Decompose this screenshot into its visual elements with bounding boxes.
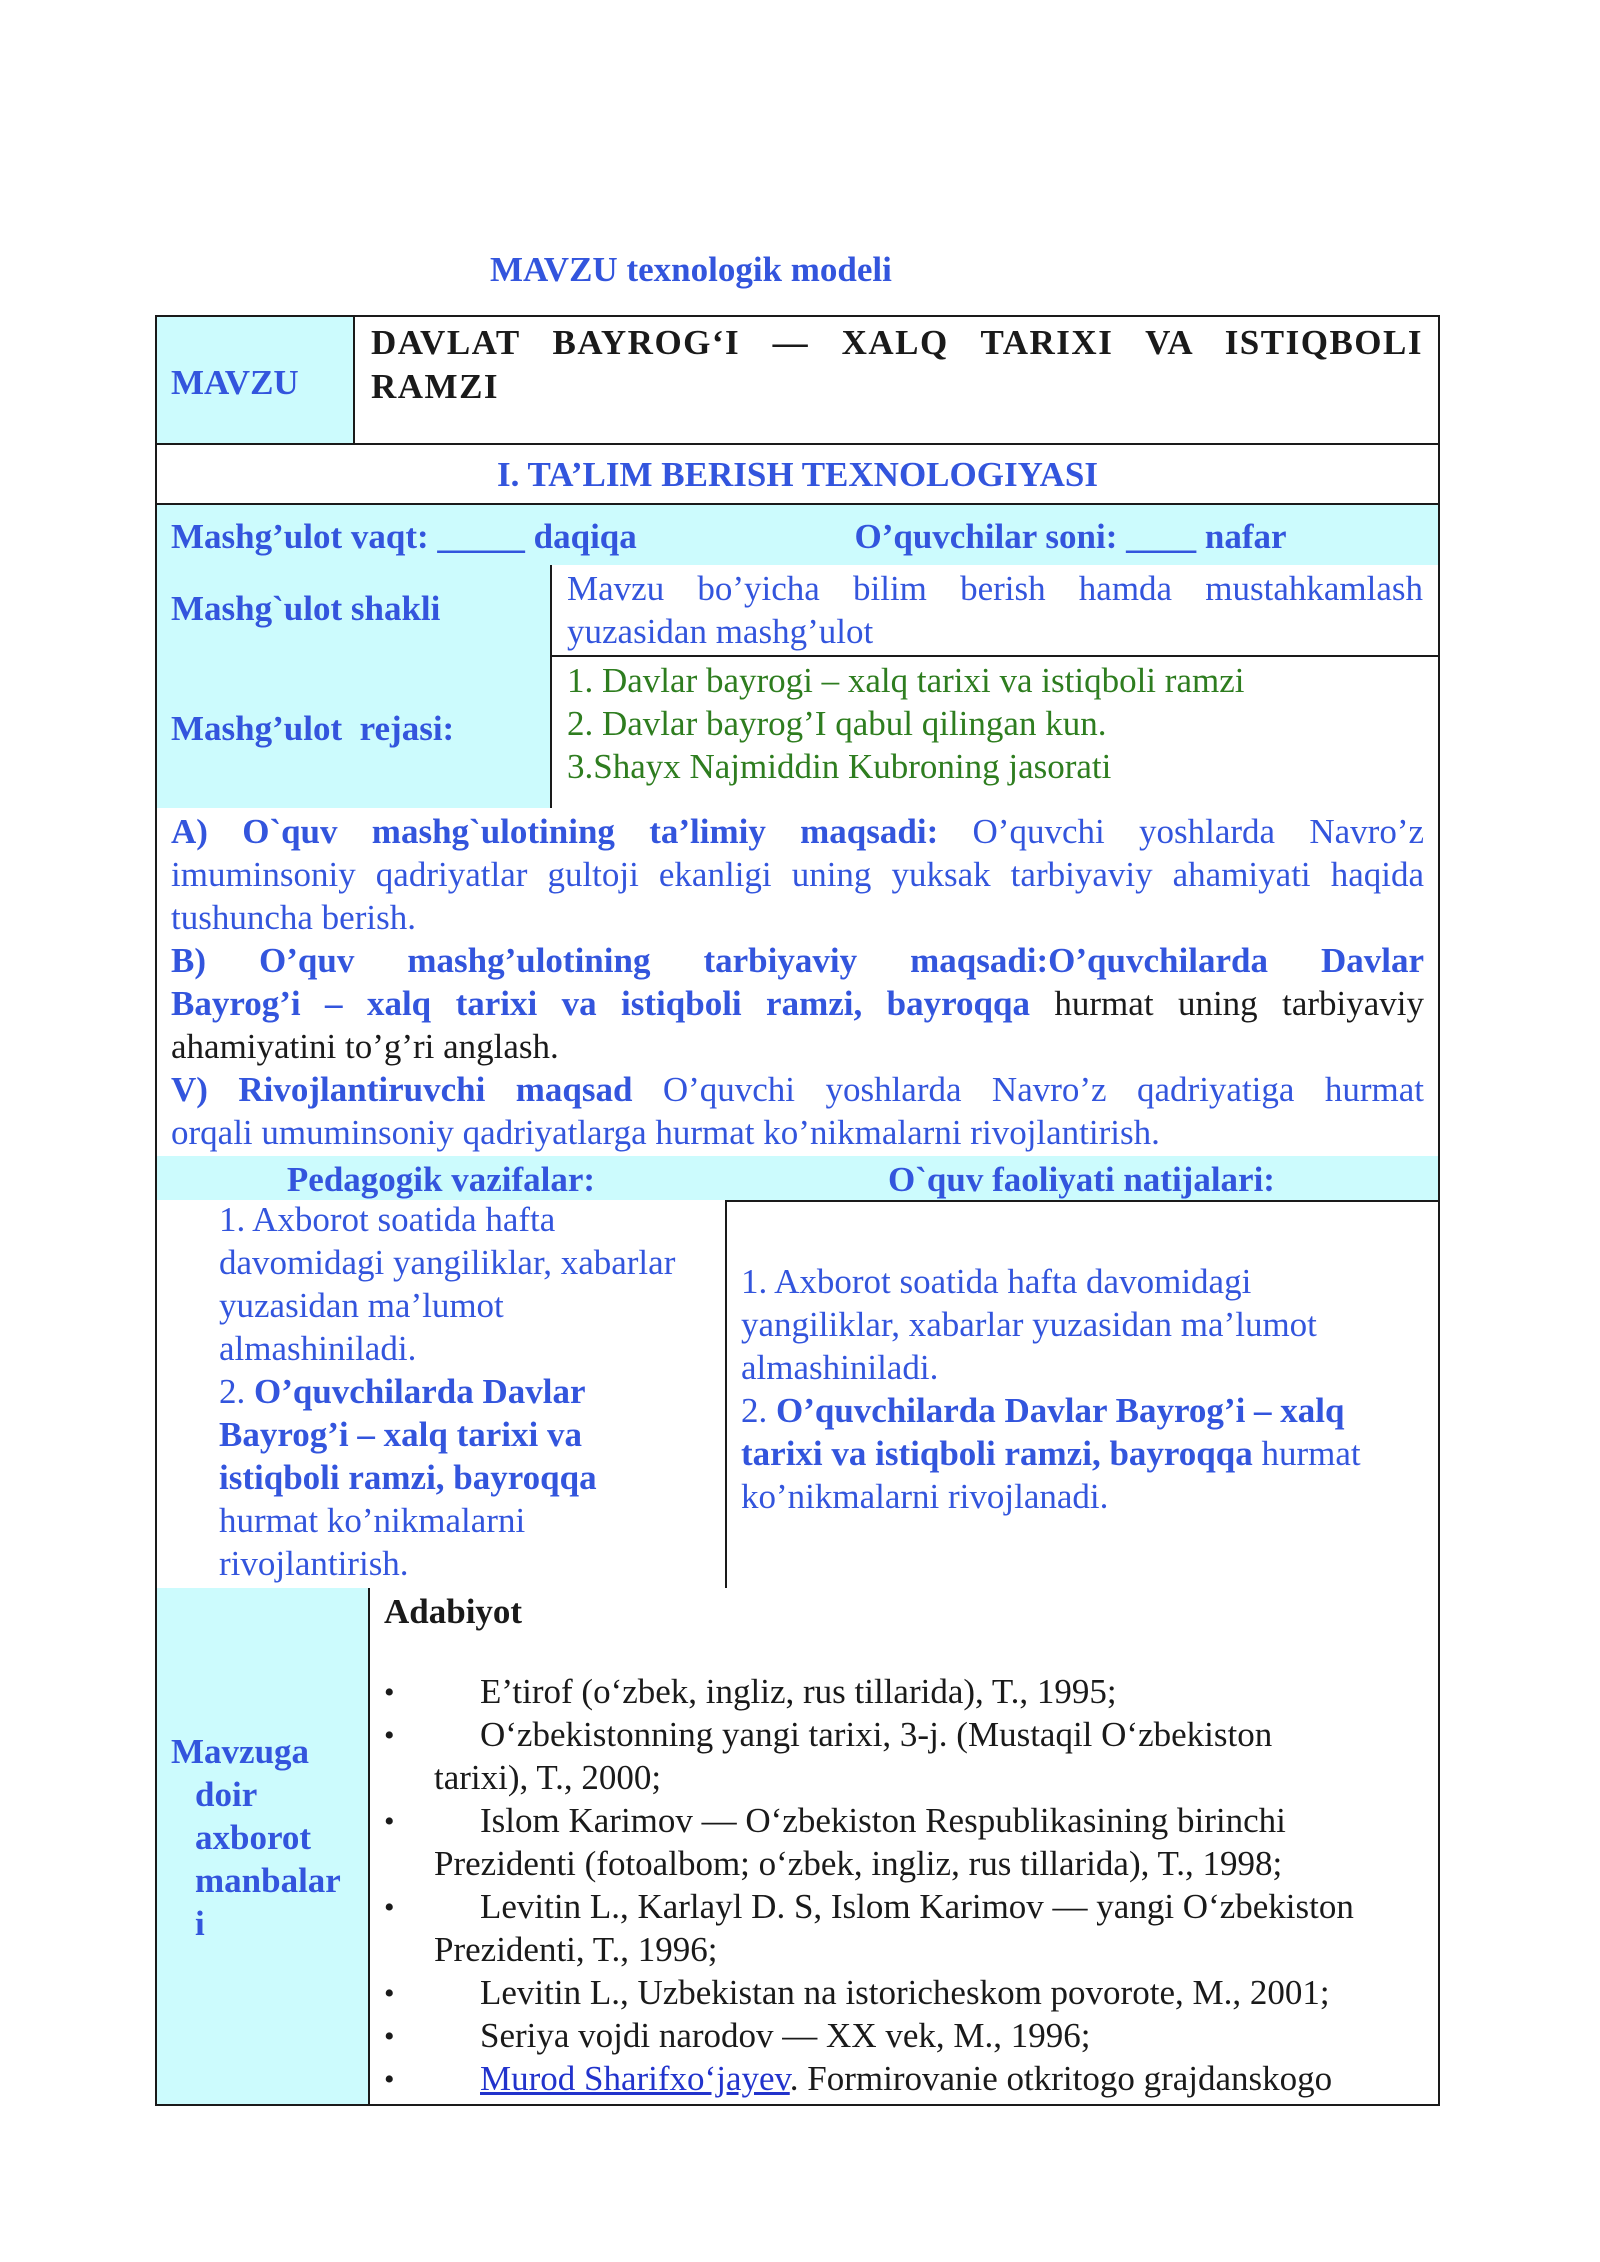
task-line: istiqboli ramzi, bayroqqa — [219, 1458, 597, 1497]
bullet-icon: • — [384, 2020, 395, 2053]
lesson-goals — [155, 808, 1440, 1158]
lesson-form-label: Mashg`ulot shakli — [171, 589, 441, 628]
goal-b-line2 — [171, 982, 1424, 1025]
source-item: Seriya vojdi narodov — XX vek, M., 1996; — [480, 2016, 1091, 2055]
source-item: O‘zbekistonning yangi tarixi, 3-j. (Mustaqil O‘zbekiston — [480, 1715, 1273, 1754]
goal-a-text1: O’quvchi yoshlarda Navro’z — [972, 812, 1425, 851]
sources-label-line: manbalar — [195, 1861, 341, 1900]
goal-v-label: V) Rivojlantiruvchi maqsad — [171, 1070, 633, 1109]
lesson-plan-list — [550, 655, 1440, 810]
bullet-icon: • — [384, 2063, 395, 2096]
outcome-line: 1. Axborot soatida hafta davomidagi — [741, 1262, 1252, 1301]
outcome-bold: tarixi va istiqboli ramzi, bayroqqa — [741, 1434, 1253, 1473]
source-item-cont: Prezidenti, T., 1996; — [434, 1930, 718, 1969]
learning-outcomes-header: O`quv faoliyati natijalari: — [888, 1160, 1275, 1199]
topic-label-cell — [155, 315, 355, 445]
lesson-plan-label: Mashg’ulot rejasi: — [171, 709, 455, 748]
goal-b-text2: hurmat uning tarbiyaviy — [1054, 984, 1424, 1023]
section-heading-cell — [155, 443, 1440, 505]
sources-label-line: Mavzuga — [171, 1732, 310, 1771]
outcome-line — [741, 1391, 1344, 1431]
outcome-number: 2. — [741, 1391, 776, 1430]
source-item-cont: Prezidenti (fotoalbom; o‘zbek, ingliz, rus tillarida), T., 1998; — [434, 1844, 1283, 1883]
task-line: davomidagi yangiliklar, xabarlar — [219, 1243, 676, 1282]
plan-item: 2. Davlar bayrog’I qabul qilingan kun. — [567, 704, 1107, 743]
outcome-line — [741, 1434, 1361, 1474]
topic-value-line2: RAMZI — [371, 367, 500, 406]
source-item: E’tirof (o‘zbek, ingliz, rus tillarida), T., 1995; — [480, 1672, 1117, 1711]
goal-b-bold: Bayrog’i – xalq tarixi va istiqboli ramzi, bayroqqa — [171, 984, 1030, 1023]
bullet-icon: • — [384, 1977, 395, 2010]
bullet-icon: • — [384, 1891, 395, 1924]
topic-value-line1: DAVLAT BAYROG‘I — XALQ TARIXI VA ISTIQBOLI — [371, 323, 1423, 362]
topic-value-cell — [353, 315, 1440, 445]
goal-a-line3: tushuncha berish. — [171, 898, 416, 937]
source-item — [480, 2059, 1332, 2099]
pedagogical-tasks-header-cell — [155, 1156, 727, 1202]
task-line: Bayrog’i – xalq tarixi va — [219, 1415, 582, 1454]
topic-label: MAVZU — [171, 363, 299, 402]
sources-label-line: doir — [195, 1775, 258, 1814]
plan-item: 3.Shayx Najmiddin Kubroning jasorati — [567, 747, 1112, 786]
author-link[interactable]: Murod Sharifxo‘jayev — [480, 2059, 790, 2098]
source-item-text: . Formirovanie otkritogo grajdanskogo — [789, 2059, 1333, 2098]
goal-v-line2: orqali umuminsoniy qadriyatlarga hurmat ko’nikmalarni rivojlantirish. — [171, 1113, 1160, 1152]
document-title: MAVZU texnologik modeli — [490, 250, 892, 289]
section-heading: I. TA’LIM BERISH TEXNOLOGIYASI — [496, 455, 1098, 494]
task-line: rivojlantirish. — [219, 1544, 409, 1583]
goal-a-line2: imuminsoniy qadriyatlar gultoji ekanligi uning yuksak tarbiyaviy ahamiyati haqida — [171, 855, 1424, 894]
source-item: Islom Karimov — O‘zbekiston Respublikasining birinchi — [480, 1801, 1286, 1840]
source-item-cont: tarixi), T., 2000; — [434, 1758, 662, 1797]
goal-b-line1: B) O’quv mashg’ulotining tarbiyaviy maqsadi:O’quvchilarda Davlar — [171, 941, 1424, 980]
lesson-form-line2: yuzasidan mashg’ulot — [567, 612, 874, 651]
source-item: Levitin L., Karlayl D. S, Islom Karimov — yangi O‘zbekiston — [480, 1887, 1354, 1926]
bullet-icon: • — [384, 1719, 395, 1752]
goal-v-line1 — [171, 1068, 1424, 1111]
learning-outcomes — [725, 1200, 1440, 1590]
task-line: almashiniladi. — [219, 1329, 417, 1368]
bullet-icon: • — [384, 1676, 395, 1709]
pedagogical-tasks — [155, 1200, 727, 1590]
task-line: hurmat ko’nikmalarni — [219, 1501, 526, 1540]
lesson-time-cell — [155, 503, 705, 567]
students-count: O’quvchilar soni: ____ nafar — [854, 517, 1287, 556]
lesson-form-value-cell — [550, 565, 1440, 657]
goal-b-line3: ahamiyatini to’g’ri anglash. — [171, 1027, 559, 1066]
students-count-cell — [703, 503, 1440, 567]
sources-label-line: axborot — [195, 1818, 312, 1857]
sources-heading: Adabiyot — [384, 1592, 523, 1631]
lesson-form-line1: Mavzu bo’yicha bilim berish hamda mustahkamlash — [567, 569, 1423, 608]
sources-label-cell — [155, 1588, 370, 2106]
outcome-bold: O’quvchilarda Davlar Bayrog’i – xalq — [776, 1391, 1345, 1430]
task-bold: O’quvchilarda Davlar — [254, 1372, 586, 1411]
sources-content — [368, 1588, 1440, 2106]
outcome-text: hurmat — [1252, 1434, 1361, 1473]
goal-a-line1 — [171, 810, 1424, 853]
lesson-time: Mashg’ulot vaqt: _____ daqiqa — [171, 517, 637, 556]
bullet-icon: • — [384, 1805, 395, 1838]
outcome-line: almashiniladi. — [741, 1348, 939, 1387]
outcome-line: ko’nikmalarni rivojlanadi. — [741, 1477, 1109, 1516]
learning-outcomes-header-cell — [725, 1156, 1440, 1202]
plan-item: 1. Davlar bayrogi – xalq tarixi va istiqboli ramzi — [567, 661, 1245, 700]
lesson-form-label-cell — [155, 565, 552, 657]
lesson-plan-label-cell — [155, 655, 552, 810]
outcome-line: yangiliklar, xabarlar yuzasidan ma’lumot — [741, 1305, 1317, 1344]
task-line: 1. Axborot soatida hafta — [219, 1200, 556, 1239]
task-line: yuzasidan ma’lumot — [219, 1286, 504, 1325]
goal-a-label: A) O`quv mashg`ulotining ta’limiy maqsadi: — [171, 812, 939, 851]
task-line — [219, 1372, 586, 1412]
goal-v-text1: O’quvchi yoshlarda Navro’z qadriyatiga hurmat — [662, 1070, 1424, 1109]
sources-label-line: i — [195, 1904, 205, 1943]
task-number: 2. — [219, 1372, 254, 1411]
pedagogical-tasks-header: Pedagogik vazifalar: — [286, 1160, 596, 1199]
source-item: Levitin L., Uzbekistan na istoricheskom povorote, M., 2001; — [480, 1973, 1330, 2012]
